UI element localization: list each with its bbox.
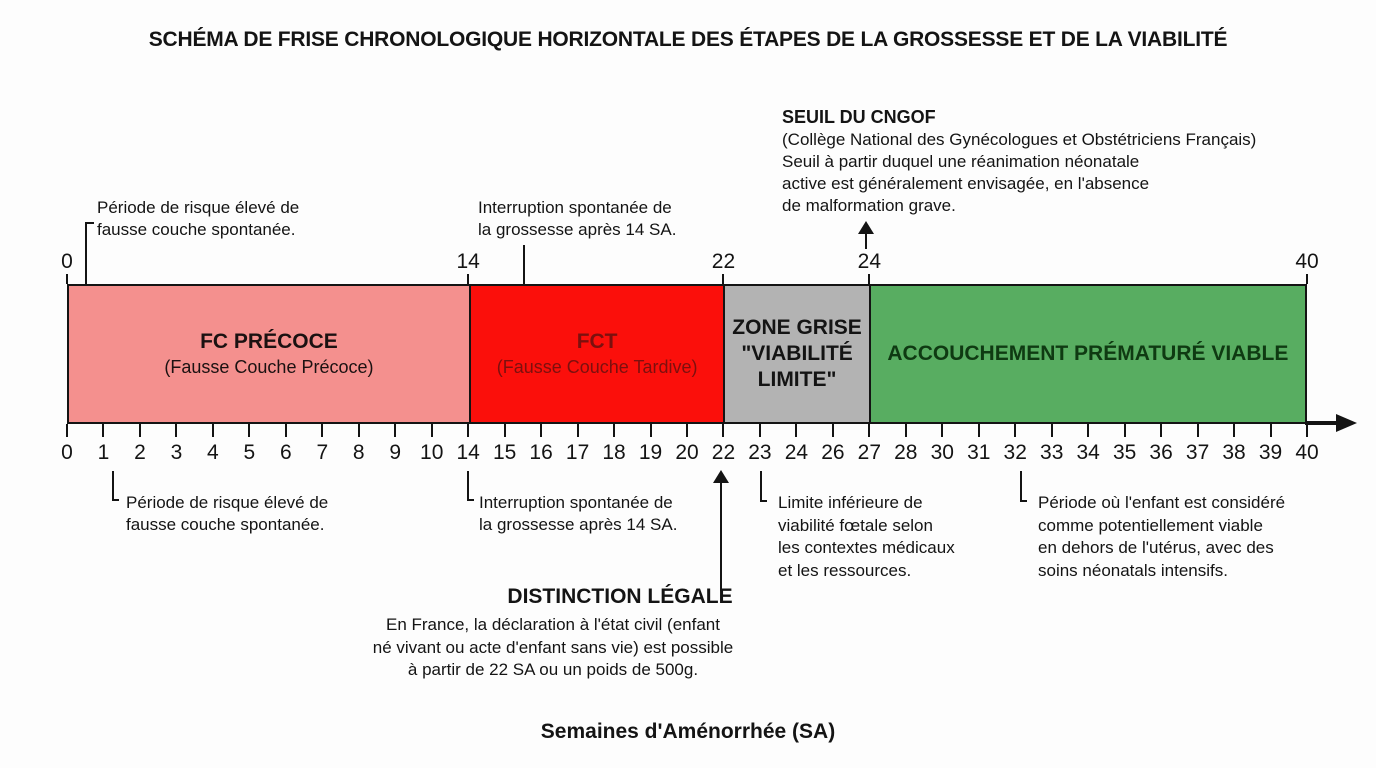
tick-label: 40: [1295, 441, 1319, 464]
tick-mark: [759, 424, 761, 437]
segment-title: LIMITE": [757, 368, 837, 391]
annotation-line: viabilité fœtale selon: [778, 515, 933, 535]
tick-mark: [467, 424, 469, 437]
cngof-arrow-stem: [865, 233, 867, 249]
annotation-line: Période de risque élevé de: [97, 198, 300, 217]
tick-mark: [66, 424, 68, 437]
distinction-body: [368, 614, 738, 682]
distinction-arrow-icon: [713, 470, 729, 483]
tick-mark: [394, 424, 396, 437]
tick-mark: [905, 424, 907, 437]
tick-mark: [321, 424, 323, 437]
tick-label: 14: [456, 441, 480, 464]
tick-label: 3: [170, 441, 183, 464]
tick-mark: [1197, 424, 1199, 437]
cngof-line: Seuil à partir duquel une réanimation néonatale: [782, 152, 1140, 171]
tick-label: 20: [675, 441, 699, 464]
segment-title: FCT: [576, 330, 618, 353]
distinction-line: En France, la déclaration à l'état civil (enfant: [386, 615, 720, 634]
annotation-line: fausse couche spontanée.: [97, 219, 296, 239]
tick-mark: [1233, 424, 1235, 437]
tick-mark: [832, 424, 834, 437]
distinction-line: à partir de 22 SA ou un poids de 500g.: [407, 660, 699, 679]
connector-line: [760, 471, 762, 502]
boundary-label-14: 14: [456, 250, 480, 273]
tick-label: 2: [134, 441, 146, 464]
cngof-line: active est généralement envisagée, en l'absence: [782, 174, 1150, 193]
distinction-heading: DISTINCTION LÉGALE: [507, 585, 733, 608]
connector-line: [1020, 471, 1022, 502]
tick-mark: [504, 424, 506, 437]
tick-mark: [613, 424, 615, 437]
boundary-label-40: 40: [1295, 250, 1319, 273]
tick-label: 18: [602, 441, 626, 464]
tick-label: 23: [748, 441, 772, 464]
tick-mark: [795, 424, 797, 437]
axis: [61, 424, 1319, 470]
tick-mark: [139, 424, 141, 437]
segment-title: ACCOUCHEMENT PRÉMATURÉ VIABLE: [887, 342, 1289, 365]
timeline-bar: [67, 284, 1307, 424]
distinction-arrow-stem: [720, 483, 722, 591]
tick-label: 1: [97, 441, 110, 464]
tick-label: 16: [529, 441, 553, 464]
segment-2: [469, 286, 723, 422]
segment-subtitle: (Fausse Couche Tardive): [496, 357, 698, 377]
tick-label: 27: [857, 441, 882, 464]
tick-mark: [941, 424, 943, 437]
boundary-tick: [1306, 274, 1308, 284]
tick-label: 17: [565, 441, 590, 464]
annotation-risk-top: [97, 197, 299, 240]
tick-label: 31: [967, 441, 991, 464]
tick-label: 26: [821, 441, 845, 464]
annotation-interruption-top: [478, 197, 676, 240]
tick-label: 10: [420, 441, 444, 464]
boundary-label-22: 22: [711, 250, 736, 273]
tick-label: 33: [1040, 441, 1064, 464]
tick-label: 30: [930, 441, 954, 464]
tick-label: 32: [1003, 441, 1027, 464]
annotation-line: et les ressources.: [778, 560, 912, 580]
annotation-line: la grossesse après 14 SA.: [478, 219, 677, 239]
tick-label: 22: [711, 441, 736, 464]
tick-mark: [1124, 424, 1126, 437]
boundary-labels: [61, 250, 1319, 284]
tick-mark: [175, 424, 177, 437]
tick-label: 37: [1185, 441, 1210, 464]
axis-arrow-stem: [1305, 421, 1338, 425]
tick-label: 28: [894, 441, 918, 464]
segment-title: FC PRÉCOCE: [200, 330, 338, 353]
tick-mark: [650, 424, 652, 437]
annotation-viability-limit: [778, 492, 955, 582]
connector-line: [112, 471, 114, 501]
segment-1: [69, 286, 469, 422]
connector-line: [467, 499, 474, 501]
annotation-line: soins néonatals intensifs.: [1038, 560, 1228, 580]
boundary-tick: [722, 274, 724, 284]
tick-mark: [358, 424, 360, 437]
distinction-line: né vivant ou acte d'enfant sans vie) est possible: [372, 637, 734, 657]
segment-3: [723, 286, 868, 422]
cngof-note: [782, 105, 1256, 217]
tick-label: 19: [638, 441, 663, 464]
tick-mark: [1160, 424, 1162, 437]
annotation-interruption-bottom: [479, 492, 677, 535]
tick-label: 38: [1222, 441, 1246, 464]
connector-line: [467, 471, 469, 501]
axis-title: Semaines d'Aménorrhée (SA): [540, 720, 836, 743]
tick-mark: [102, 424, 104, 437]
connector-line: [112, 499, 119, 501]
cngof-line: de malformation grave.: [782, 196, 956, 215]
tick-mark: [431, 424, 433, 437]
tick-label: 9: [389, 441, 402, 464]
annotation-line: Interruption spontanée de: [479, 493, 673, 512]
tick-mark: [1306, 424, 1308, 437]
cngof-line: (Collège National des Gynécologues et Obstétriciens Français): [782, 130, 1257, 149]
segment-subtitle: (Fausse Couche Précoce): [164, 357, 374, 377]
annotation-line: Interruption spontanée de: [478, 198, 672, 217]
tick-mark: [1087, 424, 1089, 437]
boundary-label-24: 24: [857, 250, 882, 273]
annotation-line: Limite inférieure de: [778, 493, 923, 512]
tick-label: 39: [1258, 441, 1283, 464]
annotation-line: comme potentiellement viable: [1038, 515, 1263, 535]
tick-label: 15: [492, 441, 517, 464]
tick-label: 6: [279, 441, 292, 464]
tick-label: 0: [61, 441, 73, 464]
tick-mark: [686, 424, 688, 437]
tick-mark: [1270, 424, 1272, 437]
tick-mark: [248, 424, 250, 437]
tick-label: 4: [207, 441, 219, 464]
tick-mark: [540, 424, 542, 437]
annotation-line: Période où l'enfant est considéré: [1038, 493, 1286, 512]
page-title: SCHÉMA DE FRISE CHRONOLOGIQUE HORIZONTALE DES ÉTAPES DE LA GROSSESSE ET DE LA VIABILITÉ: [148, 28, 1228, 51]
tick-label: 35: [1112, 441, 1137, 464]
tick-label: 34: [1076, 441, 1100, 464]
tick-mark: [1051, 424, 1053, 437]
cngof-heading: SEUIL DU CNGOF: [782, 107, 936, 127]
tick-mark: [722, 424, 724, 437]
connector-line: [760, 500, 767, 502]
tick-mark: [285, 424, 287, 437]
boundary-tick: [467, 274, 469, 284]
annotation-line: les contextes médicaux: [778, 538, 955, 557]
tick-label: 8: [352, 441, 365, 464]
annotation-line: fausse couche spontanée.: [126, 514, 325, 534]
segment-4: [869, 286, 1305, 422]
segment-title: ZONE GRISE: [732, 316, 862, 339]
boundary-tick: [66, 274, 68, 284]
annotation-risk-bottom: [126, 492, 328, 535]
annotation-line: Période de risque élevé de: [126, 493, 329, 512]
tick-mark: [577, 424, 579, 437]
tick-mark: [868, 424, 870, 437]
boundary-label-0: 0: [61, 250, 73, 273]
annotation-line: en dehors de l'utérus, avec des: [1038, 538, 1274, 557]
tick-label: 36: [1149, 441, 1173, 464]
tick-mark: [978, 424, 980, 437]
boundary-tick: [868, 274, 870, 284]
tick-label: 24: [784, 441, 809, 464]
axis-arrow-icon: [1336, 414, 1357, 432]
connector-line: [1020, 500, 1027, 502]
annotation-viable-period: [1038, 492, 1285, 582]
segment-title: "VIABILITÉ: [741, 342, 853, 365]
tick-label: 5: [243, 441, 256, 464]
annotation-line: la grossesse après 14 SA.: [479, 514, 678, 534]
tick-label: 7: [316, 441, 329, 464]
tick-mark: [212, 424, 214, 437]
tick-mark: [1014, 424, 1016, 437]
